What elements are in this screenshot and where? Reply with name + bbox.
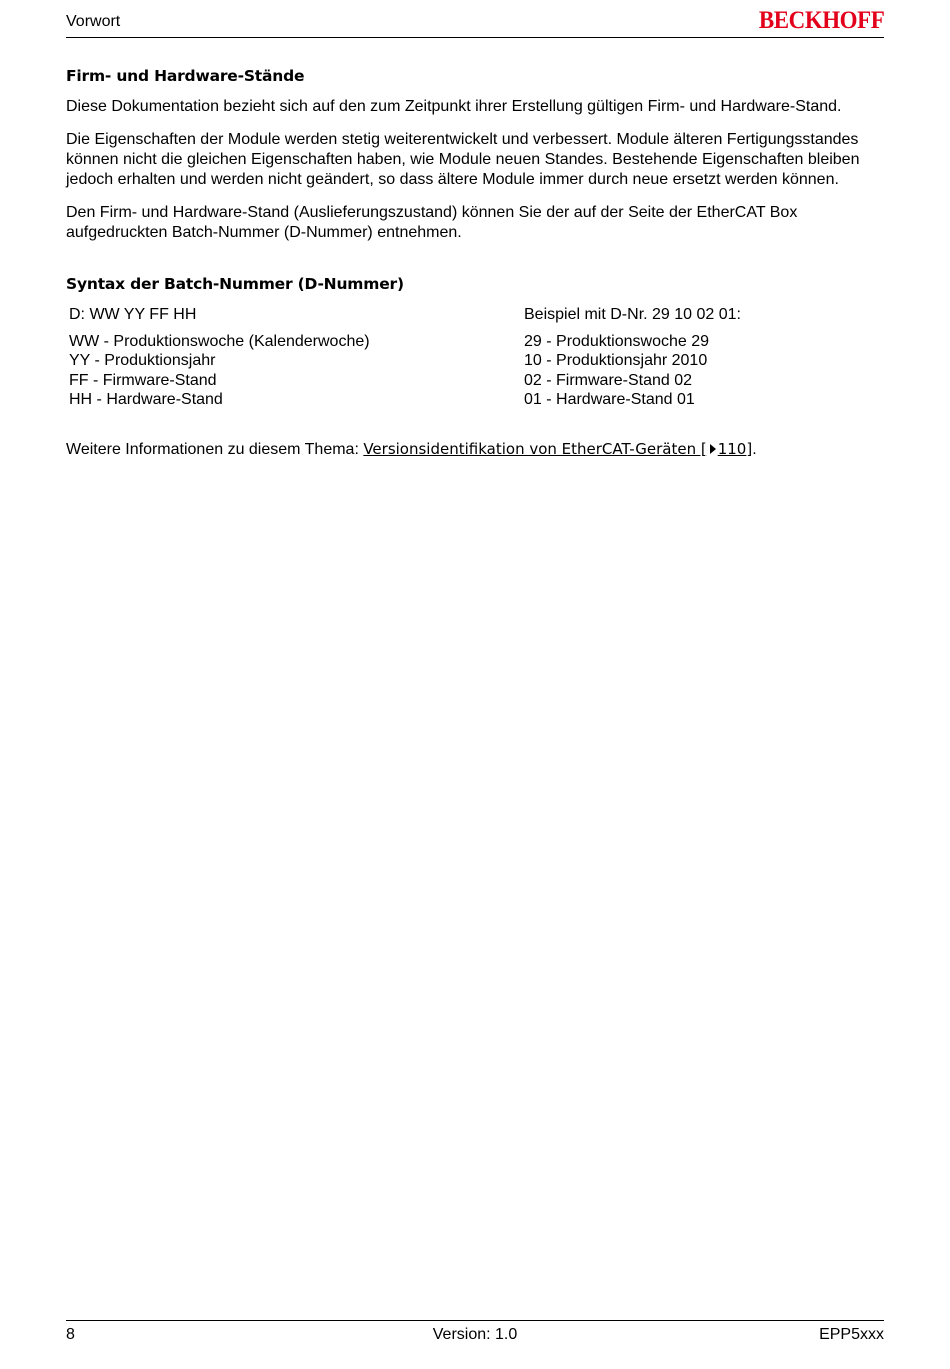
link-page-number: 110: [717, 439, 747, 458]
section-heading-batch-syntax: Syntax der Batch-Nummer (D-Nummer): [66, 275, 404, 293]
syntax-example: 29 - Produktionswoche 29: [524, 332, 709, 350]
more-info-line: [66, 440, 884, 459]
syntax-row: [66, 390, 884, 410]
syntax-example: 02 - Firmware-Stand 02: [524, 371, 693, 389]
syntax-table-header: [66, 305, 884, 325]
page-content: [66, 67, 884, 459]
syntax-example: 10 - Produktionsjahr 2010: [524, 352, 708, 369]
paragraph-documentation-scope: Diese Dokumentation bezieht sich auf den zum Zeitpunkt ihrer Erstellung gültigen Firm- und Hardware-Stand.: [66, 98, 842, 115]
footer-product: EPP5xxx: [819, 1326, 884, 1343]
beckhoff-logo: BECKHOFF: [758, 7, 884, 34]
header-rule: [66, 37, 884, 38]
syntax-format-label: D: WW YY FF HH: [69, 306, 197, 323]
syntax-row: [66, 332, 884, 352]
footer-page-number: 8: [66, 1326, 75, 1343]
link-close-bracket: ]: [746, 439, 753, 458]
syntax-row: [66, 351, 884, 371]
syntax-example-label: Beispiel mit D-Nr. 29 10 02 01:: [524, 306, 741, 323]
page-arrow-icon: [710, 444, 716, 454]
section-heading-firmware-hardware: Firm- und Hardware-Stände: [66, 67, 305, 85]
more-info-prefix: Weitere Informationen zu diesem Thema:: [66, 440, 364, 458]
syntax-field: YY - Produktionsjahr: [69, 352, 216, 369]
paragraph-batch-number-source: Den Firm- und Hardware-Stand (Auslieferungszustand) können Sie der auf der Seite der EtherCAT Box aufgedruckten Batch-Nummer (D-Nummer) entnehmen.: [66, 204, 798, 241]
more-info-suffix: .: [752, 440, 757, 458]
batch-syntax-table: [66, 305, 884, 410]
footer-rule: [66, 1320, 884, 1321]
syntax-row: [66, 371, 884, 391]
syntax-example: 01 - Hardware-Stand 01: [524, 391, 695, 408]
header-section-title: Vorwort: [66, 13, 121, 30]
version-identification-link[interactable]: [363, 440, 752, 458]
syntax-field: WW - Produktionswoche (Kalenderwoche): [69, 332, 370, 350]
link-text: Versionsidentifikation von EtherCAT-Geräten [: [363, 439, 707, 458]
footer-version: Version: 1.0: [432, 1326, 518, 1343]
paragraph-module-evolution: Die Eigenschaften der Module werden stetig weiterentwickelt und verbessert. Module älteren Fertigungsstandes können nicht die gleichen Eigenschaften haben, wie Module neuen Standes. Bestehende Eigenschaften bleiben jedoch erhalten und werden nicht geändert, so dass ältere Module immer durch neue ersetzt werden können.: [66, 131, 860, 188]
syntax-field: FF - Firmware-Stand: [69, 371, 217, 389]
syntax-field: HH - Hardware-Stand: [69, 391, 223, 408]
